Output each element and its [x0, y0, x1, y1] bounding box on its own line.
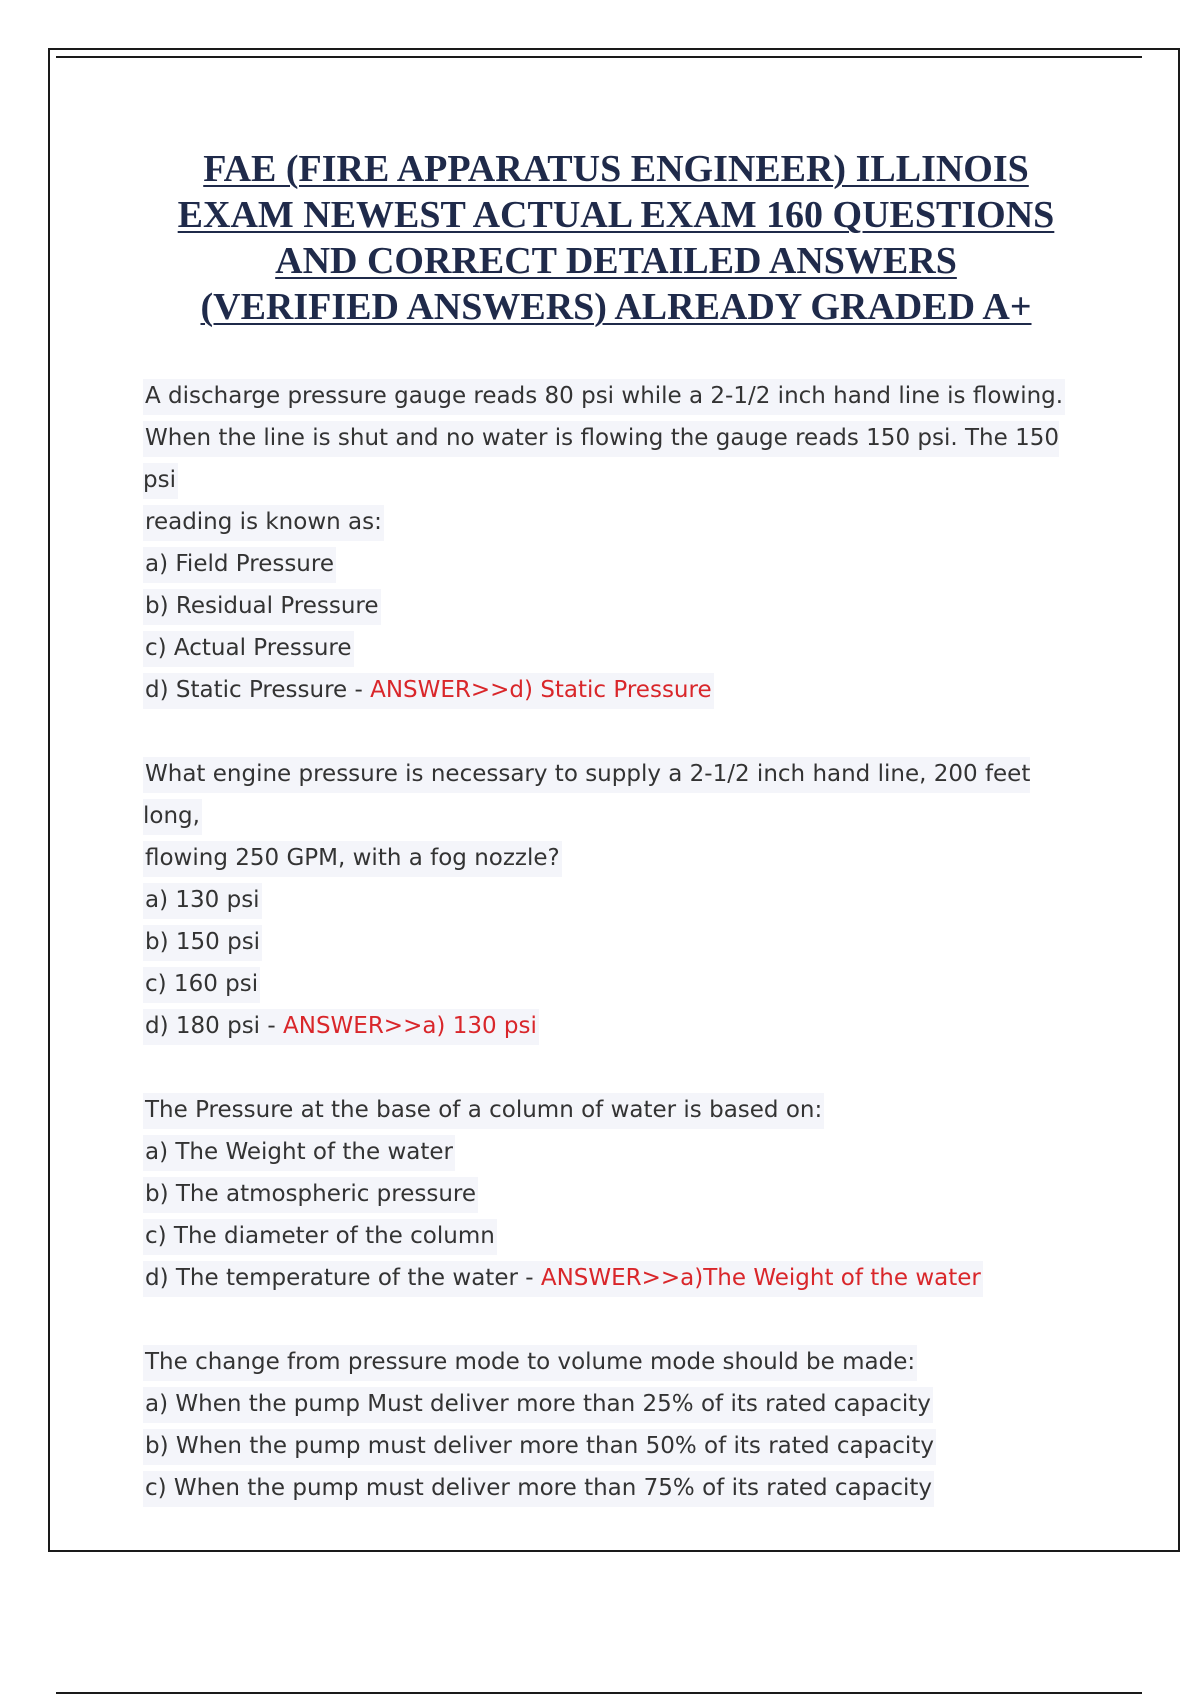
answer-text: ANSWER>>a)The Weight of the water	[540, 1265, 981, 1291]
question-stem-line: When the line is shut and no water is flowing the gauge reads 150 psi. The 150 psi	[143, 417, 1083, 501]
question-stem-line: What engine pressure is necessary to supply a 2-1/2 inch hand line, 200 feet long,	[143, 753, 1083, 837]
option-c: c) The diameter of the column	[143, 1215, 1083, 1257]
top-rule	[56, 56, 1142, 58]
option-a: a) 130 psi	[143, 879, 1083, 921]
question-3	[143, 1089, 1083, 1299]
option-b: b) Residual Pressure	[143, 585, 1083, 627]
option-d: d) Static Pressure - ANSWER>>d) Static Pressure	[143, 669, 1083, 711]
question-stem-line: The change from pressure mode to volume mode should be made:	[143, 1341, 1083, 1383]
option-c: c) 160 psi	[143, 963, 1083, 1005]
option-c: c) When the pump must deliver more than 75% of its rated capacity	[143, 1467, 1083, 1509]
option-b: b) When the pump must deliver more than 50% of its rated capacity	[143, 1425, 1083, 1467]
option-a: a) Field Pressure	[143, 543, 1083, 585]
answer-text: ANSWER>>d) Static Pressure	[370, 677, 712, 703]
document-title	[100, 146, 1132, 330]
question-stem-line: The Pressure at the base of a column of water is based on:	[143, 1089, 1083, 1131]
question-list	[143, 375, 1083, 1551]
option-a: a) When the pump Must deliver more than 25% of its rated capacity	[143, 1383, 1083, 1425]
question-2	[143, 753, 1083, 1047]
option-d: d) The temperature of the water - ANSWER>>a)The Weight of the water	[143, 1257, 1083, 1299]
bottom-rule	[56, 1692, 1142, 1694]
question-stem-line: flowing 250 GPM, with a fog nozzle?	[143, 837, 1083, 879]
option-b: b) 150 psi	[143, 921, 1083, 963]
answer-text: ANSWER>>a) 130 psi	[283, 1013, 537, 1039]
title-line: FAE (FIRE APPARATUS ENGINEER) ILLINOIS	[203, 148, 1029, 190]
title-line: (VERIFIED ANSWERS) ALREADY GRADED A+	[200, 286, 1032, 328]
option-d: d) 180 psi - ANSWER>>a) 130 psi	[143, 1005, 1083, 1047]
option-c: c) Actual Pressure	[143, 627, 1083, 669]
option-b: b) The atmospheric pressure	[143, 1173, 1083, 1215]
title-line: AND CORRECT DETAILED ANSWERS	[275, 240, 957, 282]
question-stem-line: reading is known as:	[143, 501, 1083, 543]
question-stem-line: A discharge pressure gauge reads 80 psi while a 2-1/2 inch hand line is flowing.	[143, 375, 1083, 417]
title-line: EXAM NEWEST ACTUAL EXAM 160 QUESTIONS	[177, 194, 1055, 236]
question-4	[143, 1341, 1083, 1509]
question-1	[143, 375, 1083, 711]
option-a: a) The Weight of the water	[143, 1131, 1083, 1173]
